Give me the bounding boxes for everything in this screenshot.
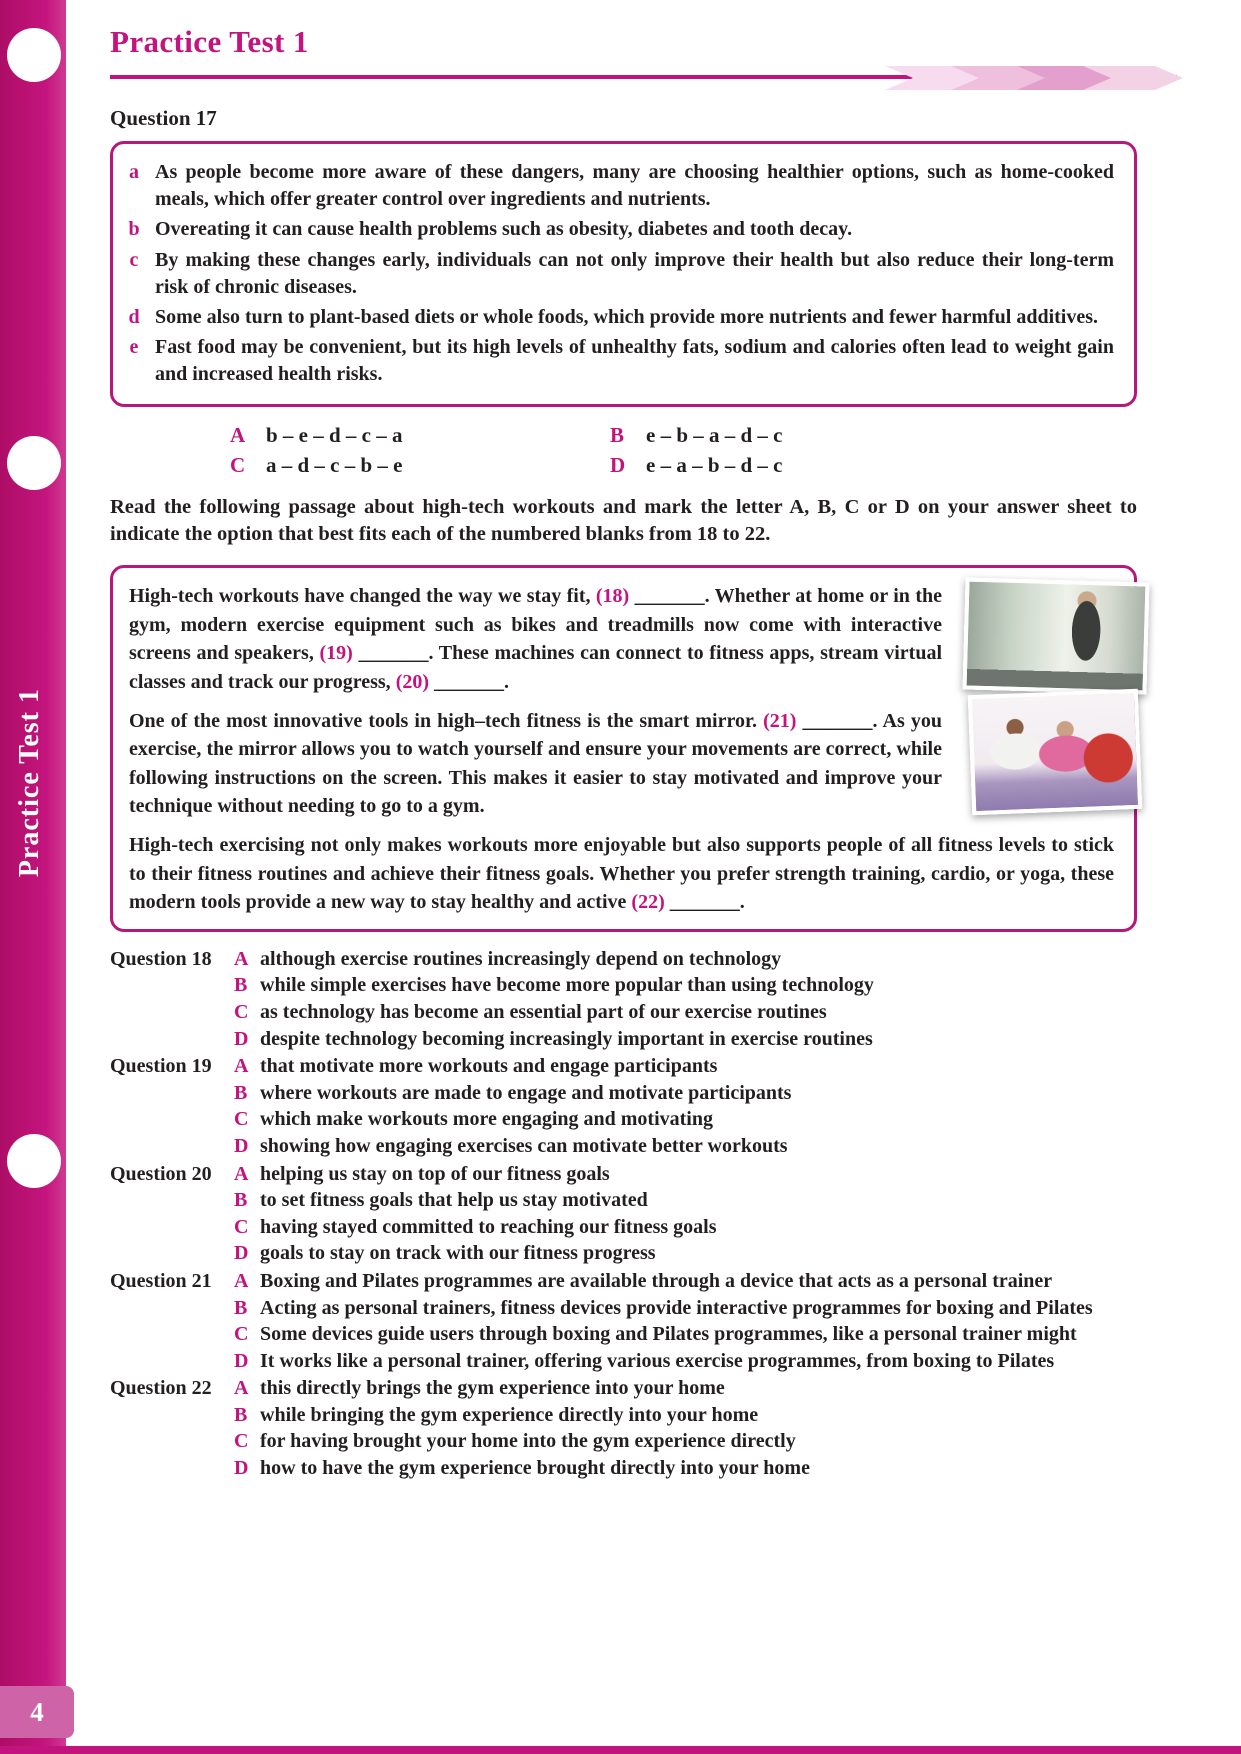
answer-sequence: e – a – b – d – c (646, 452, 783, 477)
sentence-option-b (125, 216, 1114, 243)
decorative-chevrons-icon (919, 66, 1183, 90)
answer-sequence: e – b – a – d – c (646, 422, 783, 447)
option-letter: C (234, 1000, 249, 1023)
option-a (234, 1375, 1137, 1402)
sentence-option-c (125, 247, 1114, 301)
content (66, 0, 1241, 1483)
sidebar-test-label: Practice Test 1 (14, 688, 45, 878)
blank-22: (22) (631, 891, 665, 914)
option-b (234, 1402, 1137, 1429)
sentence-option-a (125, 159, 1114, 213)
option-text: goals to stay on track with our fitness progress (260, 1242, 656, 1265)
option-letter: e (129, 336, 139, 359)
option-text: Fast food may be convenient, but its high levels of unhealthy fats, sodium and calories often lead to weight gain and increased health risks. (155, 336, 1114, 386)
option-text: By making these changes early, individuals can not only improve their health but also reduce their long-term risk of chronic diseases. (155, 248, 1114, 298)
option-text: Some devices guide users through boxing and Pilates programmes, like a personal trainer might (260, 1323, 1077, 1346)
bottom-accent-strip (0, 1746, 1241, 1754)
option-b (234, 972, 1137, 999)
option-letter: A (234, 947, 249, 970)
option-text: Some also turn to plant-based diets or whole foods, which provide more nutrients and fewer harmful additives. (155, 305, 1099, 328)
questions-18-22 (110, 946, 1137, 1482)
option-text: while simple exercises have become more popular than using technology (260, 974, 874, 997)
option-letter: B (234, 1296, 248, 1319)
option-b (234, 1080, 1137, 1107)
option-letter: A (234, 1162, 249, 1185)
question-17-label: Question 17 (110, 106, 217, 130)
answer-letter: A (230, 422, 246, 447)
option-letter: C (234, 1108, 249, 1131)
decorative-circle (7, 436, 61, 490)
page-title: Practice Test 1 (110, 24, 309, 59)
question-label: Question 21 (110, 1269, 212, 1292)
option-letter: A (234, 1377, 249, 1400)
option-letter: D (234, 1457, 249, 1480)
option-b (234, 1295, 1137, 1322)
gym-treadmill-photo (962, 578, 1149, 695)
option-letter: D (234, 1349, 249, 1372)
option-text: despite technology becoming increasingly important in exercise routines (260, 1027, 873, 1050)
option-text: It works like a personal trainer, offering various exercise programmes, from boxing to Pilates (260, 1349, 1055, 1372)
option-text: for having brought your home into the gym experience directly (260, 1430, 796, 1453)
question-21 (110, 1268, 1137, 1374)
option-a (234, 1053, 1137, 1080)
sidebar (0, 0, 66, 1754)
option-text: how to have the gym experience brought directly into your home (260, 1457, 810, 1480)
blank-18: (18) (595, 585, 630, 608)
option-letter: b (128, 218, 140, 241)
question-label: Question 20 (110, 1162, 212, 1185)
option-text: while bringing the gym experience directly into your home (260, 1403, 759, 1426)
option-text: helping us stay on top of our fitness goals (260, 1162, 610, 1185)
option-letter: D (234, 1027, 249, 1050)
answer-letter: D (610, 452, 626, 477)
option-b (234, 1187, 1137, 1214)
answer-letter: B (610, 422, 625, 447)
option-text: showing how engaging exercises can motivate better workouts (260, 1134, 788, 1157)
question-22 (110, 1375, 1137, 1481)
page-number-badge (0, 1686, 74, 1738)
answer-sequence: b – e – d – c – a (266, 422, 403, 447)
option-c (234, 1428, 1137, 1455)
option-letter: B (234, 1081, 248, 1104)
option-letter: C (234, 1215, 249, 1238)
question-options (234, 946, 1137, 1052)
question-options (234, 1268, 1137, 1374)
passage-photos (960, 580, 1148, 814)
option-text: as technology has become an essential part of our exercise routines (260, 1000, 827, 1023)
option-letter: C (234, 1430, 249, 1453)
passage-box (110, 565, 1137, 932)
passage-paragraph-3: High-tech exercising not only makes workouts more enjoyable but also supports people of all fitness levels to stick to their fitness routines and achieve their fitness goals. Whether you prefer strength training, cardio, or yoga, these modern tools provide a new way to stay healthy and active (22) _______. (129, 834, 1114, 914)
option-text: Overeating it can cause health problems such as obesity, diabetes and tooth decay. (155, 218, 853, 241)
option-d (234, 1133, 1137, 1160)
option-letter: A (234, 1269, 249, 1292)
question-17-sentences-box (110, 141, 1137, 407)
question-label: Question 18 (110, 947, 212, 970)
option-letter: D (234, 1134, 249, 1157)
question-options (234, 1375, 1137, 1481)
passage-instruction: Read the following passage about high-tech workouts and mark the letter A, B, C or D on your answer sheet to indicate the option that best fits each of the numbered blanks from 18 to 22. (110, 495, 1137, 546)
question-label: Question 22 (110, 1377, 212, 1400)
option-c (234, 1214, 1137, 1241)
blank-19: (19) (319, 642, 353, 665)
option-letter: B (234, 974, 248, 997)
passage-paragraph-2: One of the most innovative tools in high–tech fitness is the smart mirror. (21) _______. As you exercise, the mirror allows you to watch yourself and ensure your movements are correct, while following instructions on the screen. This makes it easier to stay motivated and improve your technique without needing to go to a gym. (129, 709, 942, 818)
option-d (234, 1348, 1137, 1375)
option-letter: A (234, 1055, 249, 1078)
question-label: Question 19 (110, 1055, 212, 1078)
option-text: although exercise routines increasingly depend on technology (260, 947, 782, 970)
option-letter: C (234, 1323, 249, 1346)
option-letter: B (234, 1189, 248, 1212)
option-d (234, 1026, 1137, 1053)
option-letter: d (128, 305, 140, 328)
option-d (234, 1455, 1137, 1482)
answer-sequence: a – d – c – b – e (266, 452, 403, 477)
sentence-option-e (125, 334, 1114, 388)
decorative-circle (7, 28, 61, 82)
blank-21: (21) (763, 709, 797, 732)
floor-exercise-photo (968, 689, 1142, 815)
question-20 (110, 1161, 1137, 1267)
sentence-option-d (125, 304, 1114, 331)
question-19 (110, 1053, 1137, 1159)
question-17-answer-choices (230, 423, 990, 478)
option-c (234, 999, 1137, 1026)
option-text: having stayed committed to reaching our fitness goals (260, 1215, 717, 1238)
option-text: that motivate more workouts and engage participants (260, 1055, 718, 1078)
option-text: to set fitness goals that help us stay motivated (260, 1189, 648, 1212)
option-letter: D (234, 1242, 249, 1265)
answer-choice-a (230, 423, 610, 448)
answer-letter: C (230, 452, 246, 477)
decorative-circle (7, 1134, 61, 1188)
option-c (234, 1106, 1137, 1133)
option-text: this directly brings the gym experience into your home (260, 1377, 725, 1400)
option-text: where workouts are made to engage and motivate participants (260, 1081, 792, 1104)
question-options (234, 1053, 1137, 1159)
option-text: Acting as personal trainers, fitness devices provide interactive programmes for boxing and Pilates (260, 1296, 1093, 1319)
option-text: Boxing and Pilates programmes are available through a device that acts as a personal trainer (260, 1269, 1053, 1292)
page-number: 4 (30, 1696, 44, 1727)
question-options (234, 1161, 1137, 1267)
answer-choice-b (610, 423, 990, 448)
option-letter: a (129, 161, 139, 183)
option-letter: B (234, 1403, 248, 1426)
blank-20: (20) (395, 671, 430, 694)
option-a (234, 946, 1137, 973)
option-letter: c (129, 248, 139, 271)
option-text: which make workouts more engaging and motivating (260, 1108, 713, 1131)
option-d (234, 1240, 1137, 1267)
question-18 (110, 946, 1137, 1052)
option-text: As people become more aware of these dangers, many are choosing healthier options, such as home-cooked meals, which offer greater control over ingredients and nutrients. (155, 161, 1114, 211)
option-a (234, 1268, 1137, 1295)
header (110, 24, 1137, 94)
header-rule-row (110, 64, 1137, 94)
answer-choice-c (230, 453, 610, 478)
option-a (234, 1161, 1137, 1188)
passage-paragraph-1: High-tech workouts have changed the way we stay fit, (18) _______. Whether at home or in the gym, modern exercise equipment such as bikes and treadmills now come with interactive screens and speakers, (19) _______. These machines can connect to fitness apps, stream virtual classes and track our progress, (20) _______. (129, 585, 943, 694)
answer-choice-d (610, 453, 990, 478)
option-c (234, 1321, 1137, 1348)
